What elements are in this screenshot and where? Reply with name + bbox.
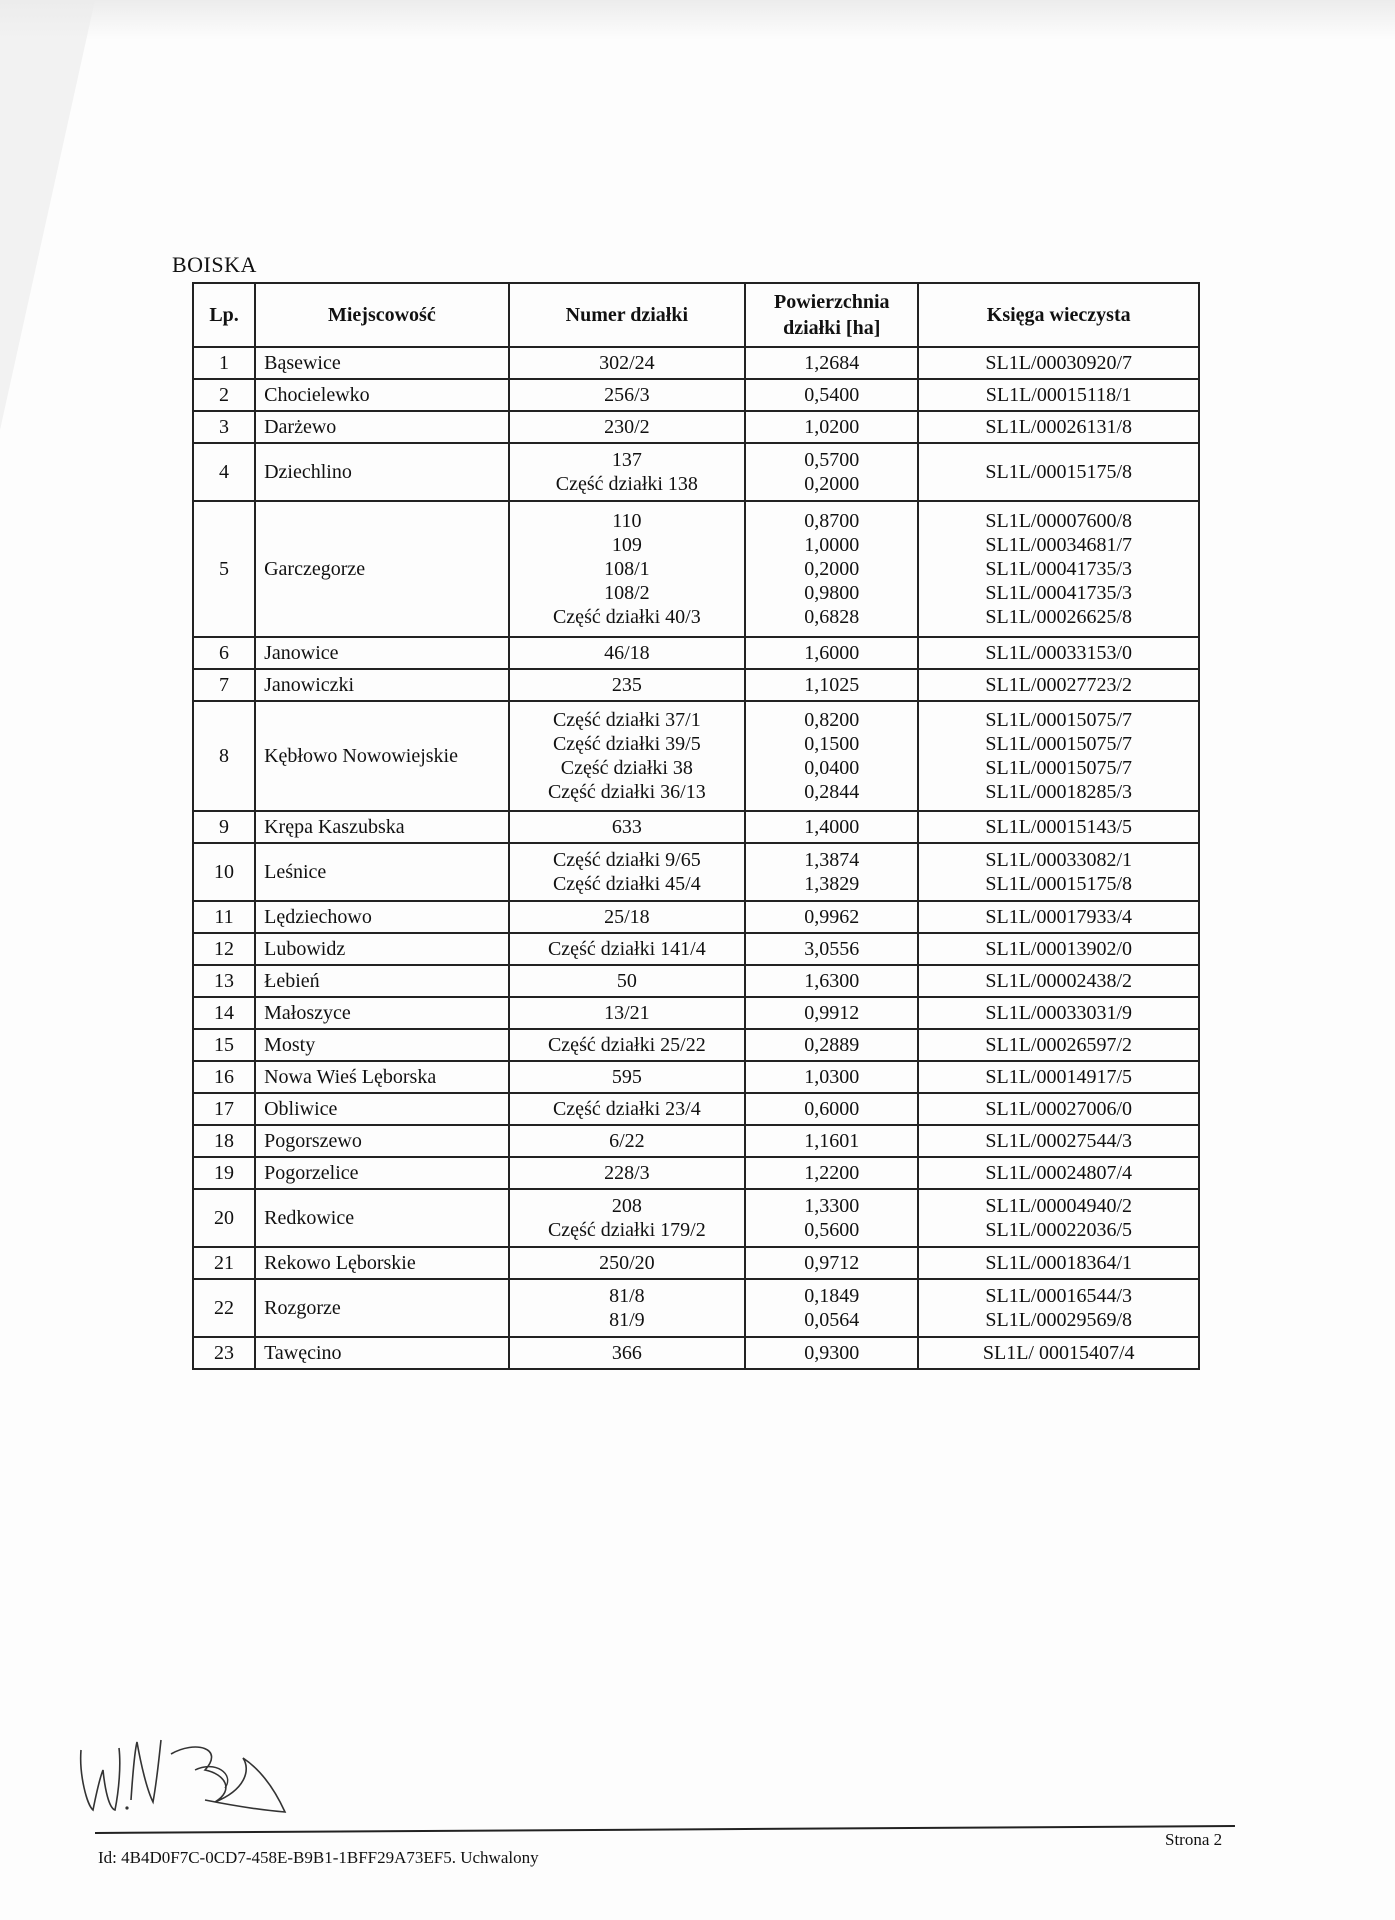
header-place: Miejscowość	[255, 283, 509, 347]
cell-plot-number-line: Część działki 40/3	[552, 606, 701, 628]
cell-area	[745, 1189, 918, 1247]
cell-plot-number	[509, 443, 745, 501]
cell-place: Darżewo	[255, 411, 509, 443]
cell-place: Janowice	[255, 637, 509, 669]
cell-land-register-line: SL1L/00033082/1	[985, 849, 1133, 871]
cell-land-register	[918, 997, 1199, 1029]
cell-plot-number-line: 110	[612, 510, 642, 532]
cell-land-register-line: SL1L/00015075/7	[985, 757, 1133, 779]
cell-lp: 8	[193, 701, 255, 811]
cell-plot-number-line: 50	[616, 970, 637, 992]
cell-plot-number	[509, 669, 745, 701]
cell-land-register-line: SL1L/00034681/7	[985, 534, 1133, 556]
cell-area-line: 1,6000	[804, 642, 860, 664]
cell-plot-number-line: 633	[611, 816, 642, 838]
cell-area-line: 1,3829	[804, 873, 860, 895]
cell-area-line: 1,4000	[804, 816, 860, 838]
cell-plot-number-line: 6/22	[609, 1130, 645, 1152]
table-row	[193, 933, 1199, 965]
cell-place: Obliwice	[255, 1093, 509, 1125]
cell-land-register-line: SL1L/00004940/2	[985, 1195, 1133, 1217]
cell-land-register	[918, 411, 1199, 443]
cell-area	[745, 701, 918, 811]
cell-land-register	[918, 347, 1199, 379]
cell-place: Mosty	[255, 1029, 509, 1061]
cell-area	[745, 1125, 918, 1157]
cell-plot-number	[509, 997, 745, 1029]
table-row	[193, 347, 1199, 379]
cell-plot-number-line: Część działki 141/4	[547, 938, 706, 960]
cell-plot-number-line: 235	[611, 674, 642, 696]
cell-land-register-line: SL1L/00016544/3	[985, 1285, 1133, 1307]
cell-plot-number-line: Część działki 39/5	[552, 733, 701, 755]
cell-plot-number	[509, 843, 745, 901]
cell-plot-number-line: 81/9	[609, 1309, 645, 1331]
cell-area-line: 0,9962	[804, 906, 860, 928]
cell-plot-number	[509, 1125, 745, 1157]
plots-table	[192, 282, 1200, 1370]
table-row	[193, 701, 1199, 811]
cell-land-register-line: SL1L/00013902/0	[985, 938, 1133, 960]
cell-land-register	[918, 669, 1199, 701]
cell-plot-number-line: Część działki 25/22	[547, 1034, 706, 1056]
cell-place: Kębłowo Nowowiejskie	[255, 701, 509, 811]
cell-place: Dziechlino	[255, 443, 509, 501]
cell-plot-number-line: 108/1	[604, 558, 650, 580]
cell-land-register-line: SL1L/00015143/5	[985, 816, 1133, 838]
cell-place: Łebień	[255, 965, 509, 997]
cell-place: Redkowice	[255, 1189, 509, 1247]
cell-area-line: 1,0000	[804, 534, 860, 556]
cell-plot-number	[509, 1029, 745, 1061]
cell-plot-number-line: Część działki 38	[560, 757, 693, 779]
cell-plot-number-line: 595	[611, 1066, 642, 1088]
cell-plot-number	[509, 1279, 745, 1337]
cell-area	[745, 669, 918, 701]
cell-plot-number	[509, 901, 745, 933]
cell-plot-number-line: 302/24	[599, 352, 655, 374]
cell-land-register-line: SL1L/00015075/7	[985, 733, 1133, 755]
cell-land-register	[918, 701, 1199, 811]
cell-lp: 3	[193, 411, 255, 443]
table-row	[193, 443, 1199, 501]
cell-plot-number-line: 25/18	[604, 906, 650, 928]
cell-plot-number-line: 137	[611, 449, 642, 471]
cell-area-line: 1,3300	[804, 1195, 860, 1217]
cell-area-line: 0,5700	[804, 449, 860, 471]
cell-area-line: 0,8200	[804, 709, 860, 731]
cell-plot-number	[509, 411, 745, 443]
cell-plot-number	[509, 811, 745, 843]
cell-plot-number-line: Część działki 37/1	[552, 709, 701, 731]
cell-area-line: 1,3874	[804, 849, 860, 871]
cell-area-line: 1,2200	[804, 1162, 860, 1184]
section-title: BOISKA	[172, 252, 257, 277]
scan-shadow	[0, 0, 1395, 40]
cell-land-register-line: SL1L/00041735/3	[985, 582, 1133, 604]
cell-place: Bąsewice	[255, 347, 509, 379]
cell-plot-number	[509, 1247, 745, 1279]
cell-area-line: 1,6300	[804, 970, 860, 992]
cell-land-register-line: SL1L/00033153/0	[985, 642, 1133, 664]
cell-area-line: 0,5600	[804, 1219, 860, 1241]
cell-lp: 13	[193, 965, 255, 997]
cell-area	[745, 933, 918, 965]
cell-area-line: 1,2684	[804, 352, 860, 374]
table-row	[193, 1247, 1199, 1279]
cell-area-line: 0,9712	[804, 1252, 860, 1274]
cell-plot-number	[509, 637, 745, 669]
cell-place: Chocielewko	[255, 379, 509, 411]
cell-land-register-line: SL1L/00015075/7	[985, 709, 1133, 731]
table-row	[193, 1125, 1199, 1157]
cell-plot-number	[509, 347, 745, 379]
cell-plot-number-line: 230/2	[604, 416, 650, 438]
cell-area-line: 0,2844	[804, 781, 860, 803]
cell-area	[745, 501, 918, 637]
cell-lp: 23	[193, 1337, 255, 1369]
cell-land-register-line: SL1L/00018364/1	[985, 1252, 1133, 1274]
cell-plot-number	[509, 965, 745, 997]
header-lp: Lp.	[193, 283, 255, 347]
cell-area	[745, 347, 918, 379]
cell-land-register	[918, 1061, 1199, 1093]
cell-land-register-line: SL1L/00007600/8	[985, 510, 1133, 532]
table-header-row	[193, 283, 1199, 347]
cell-land-register-line: SL1L/00018285/3	[985, 781, 1133, 803]
cell-lp: 1	[193, 347, 255, 379]
cell-land-register	[918, 1337, 1199, 1369]
cell-place: Garczegorze	[255, 501, 509, 637]
cell-land-register	[918, 501, 1199, 637]
cell-plot-number-line: 228/3	[604, 1162, 650, 1184]
cell-plot-number-line: Część działki 179/2	[547, 1219, 706, 1241]
cell-area-line: 0,9300	[804, 1342, 860, 1364]
cell-area-line: 0,8700	[804, 510, 860, 532]
cell-lp: 11	[193, 901, 255, 933]
cell-plot-number-line: Część działki 23/4	[552, 1098, 701, 1120]
cell-land-register-line: SL1L/00033031/9	[985, 1002, 1133, 1024]
cell-plot-number-line: 46/18	[604, 642, 650, 664]
cell-land-register-line: SL1L/00015175/8	[985, 461, 1133, 483]
cell-lp: 16	[193, 1061, 255, 1093]
cell-plot-number	[509, 379, 745, 411]
cell-land-register	[918, 1279, 1199, 1337]
table-row	[193, 1061, 1199, 1093]
table-row	[193, 843, 1199, 901]
cell-area	[745, 1279, 918, 1337]
cell-lp: 14	[193, 997, 255, 1029]
cell-place: Małoszyce	[255, 997, 509, 1029]
table-row	[193, 379, 1199, 411]
cell-plot-number-line: Część działki 9/65	[552, 849, 701, 871]
cell-plot-number	[509, 1093, 745, 1125]
cell-area-line: 0,0564	[804, 1309, 860, 1331]
cell-lp: 12	[193, 933, 255, 965]
cell-plot-number-line: 366	[611, 1342, 642, 1364]
cell-plot-number-line: Część działki 138	[555, 473, 698, 495]
page-corner-fold	[0, 0, 95, 430]
cell-lp: 2	[193, 379, 255, 411]
cell-area	[745, 1029, 918, 1061]
cell-lp: 19	[193, 1157, 255, 1189]
cell-lp: 6	[193, 637, 255, 669]
cell-area-line: 0,1849	[804, 1285, 860, 1307]
cell-plot-number-line: 81/8	[609, 1285, 645, 1307]
cell-area-line: 0,5400	[804, 384, 860, 406]
cell-land-register-line: SL1L/00026625/8	[985, 606, 1133, 628]
cell-land-register-line: SL1L/00030920/7	[985, 352, 1133, 374]
cell-area-line: 0,9800	[804, 582, 860, 604]
cell-land-register	[918, 637, 1199, 669]
cell-area-line: 0,2000	[804, 473, 860, 495]
cell-plot-number-line: 208	[611, 1195, 642, 1217]
cell-area	[745, 443, 918, 501]
cell-area-line: 0,0400	[804, 757, 860, 779]
header-land-register: Księga wieczysta	[918, 283, 1199, 347]
cell-area	[745, 997, 918, 1029]
cell-land-register-line: SL1L/00026597/2	[985, 1034, 1133, 1056]
table-row	[193, 501, 1199, 637]
cell-place: Nowa Wieś Lęborska	[255, 1061, 509, 1093]
cell-area	[745, 1093, 918, 1125]
cell-area	[745, 379, 918, 411]
table-row	[193, 1189, 1199, 1247]
cell-area-line: 1,0300	[804, 1066, 860, 1088]
cell-place: Leśnice	[255, 843, 509, 901]
cell-land-register	[918, 1247, 1199, 1279]
cell-plot-number-line: 13/21	[604, 1002, 650, 1024]
cell-land-register	[918, 379, 1199, 411]
cell-land-register-line: SL1L/00027006/0	[985, 1098, 1133, 1120]
cell-lp: 17	[193, 1093, 255, 1125]
cell-lp: 21	[193, 1247, 255, 1279]
cell-land-register	[918, 1125, 1199, 1157]
cell-place: Lędziechowo	[255, 901, 509, 933]
cell-place: Pogorzelice	[255, 1157, 509, 1189]
cell-land-register-line: SL1L/00041735/3	[985, 558, 1133, 580]
cell-plot-number	[509, 1061, 745, 1093]
header-area-line1: Powierzchnia	[773, 291, 890, 313]
cell-plot-number	[509, 1189, 745, 1247]
cell-plot-number-line: Część działki 45/4	[552, 873, 701, 895]
cell-lp: 9	[193, 811, 255, 843]
table-row	[193, 811, 1199, 843]
cell-area-line: 0,9912	[804, 1002, 860, 1024]
cell-plot-number-line: Część działki 36/13	[547, 781, 706, 803]
cell-area-line: 3,0556	[804, 938, 860, 960]
cell-land-register-line: SL1L/00017933/4	[985, 906, 1133, 928]
cell-land-register	[918, 1093, 1199, 1125]
table-row	[193, 1029, 1199, 1061]
cell-area-line: 1,1601	[804, 1130, 860, 1152]
cell-place: Lubowidz	[255, 933, 509, 965]
cell-plot-number-line: 256/3	[604, 384, 650, 406]
cell-area-line: 0,6000	[804, 1098, 860, 1120]
cell-land-register	[918, 901, 1199, 933]
header-plot-number: Numer działki	[509, 283, 745, 347]
cell-lp: 18	[193, 1125, 255, 1157]
cell-area	[745, 411, 918, 443]
cell-area-line: 0,2000	[804, 558, 860, 580]
cell-place: Tawęcino	[255, 1337, 509, 1369]
cell-land-register	[918, 933, 1199, 965]
cell-land-register-line: SL1L/00027723/2	[985, 674, 1133, 696]
header-area	[745, 283, 918, 347]
table-row	[193, 411, 1199, 443]
cell-land-register-line: SL1L/00027544/3	[985, 1130, 1133, 1152]
cell-land-register-line: SL1L/ 00015407/4	[982, 1342, 1135, 1364]
cell-land-register	[918, 1029, 1199, 1061]
cell-area-line: 0,2889	[804, 1034, 860, 1056]
table-row	[193, 1337, 1199, 1369]
handwritten-signature	[75, 1730, 295, 1830]
cell-area	[745, 1337, 918, 1369]
cell-land-register	[918, 1189, 1199, 1247]
cell-place: Rekowo Lęborskie	[255, 1247, 509, 1279]
cell-area	[745, 965, 918, 997]
table-row	[193, 1157, 1199, 1189]
cell-lp: 20	[193, 1189, 255, 1247]
cell-area	[745, 843, 918, 901]
cell-land-register-line: SL1L/00014917/5	[985, 1066, 1133, 1088]
cell-area	[745, 811, 918, 843]
header-area-line2: działki [ha]	[783, 317, 881, 339]
cell-place: Janowiczki	[255, 669, 509, 701]
cell-land-register-line: SL1L/00024807/4	[985, 1162, 1133, 1184]
table-row	[193, 1093, 1199, 1125]
cell-land-register	[918, 843, 1199, 901]
cell-land-register-line: SL1L/00002438/2	[985, 970, 1133, 992]
cell-area-line: 0,1500	[804, 733, 860, 755]
cell-land-register	[918, 965, 1199, 997]
footer-document-id: Id: 4B4D0F7C-0CD7-458E-B9B1-1BFF29A73EF5. Uchwalony	[98, 1848, 539, 1867]
cell-plot-number	[509, 1157, 745, 1189]
cell-area	[745, 1247, 918, 1279]
cell-land-register-line: SL1L/00026131/8	[985, 416, 1133, 438]
cell-area	[745, 901, 918, 933]
table-body	[193, 347, 1199, 1369]
cell-lp: 5	[193, 501, 255, 637]
cell-area	[745, 637, 918, 669]
cell-lp: 4	[193, 443, 255, 501]
cell-place: Rozgorze	[255, 1279, 509, 1337]
cell-place: Pogorszewo	[255, 1125, 509, 1157]
table-row	[193, 1279, 1199, 1337]
cell-land-register-line: SL1L/00029569/8	[985, 1309, 1133, 1331]
cell-area	[745, 1061, 918, 1093]
table-row	[193, 965, 1199, 997]
cell-lp: 22	[193, 1279, 255, 1337]
cell-land-register-line: SL1L/00015118/1	[985, 384, 1132, 406]
cell-plot-number	[509, 501, 745, 637]
cell-plot-number-line: 109	[611, 534, 642, 556]
table-row	[193, 637, 1199, 669]
cell-area-line: 1,1025	[804, 674, 860, 696]
cell-place: Krępa Kaszubska	[255, 811, 509, 843]
cell-plot-number	[509, 1337, 745, 1369]
cell-plot-number-line: 250/20	[599, 1252, 655, 1274]
cell-land-register	[918, 443, 1199, 501]
table-row	[193, 669, 1199, 701]
footer-page-number: Strona 2	[1165, 1830, 1223, 1849]
cell-plot-number-line: 108/2	[604, 582, 650, 604]
cell-area-line: 1,0200	[804, 416, 860, 438]
cell-area-line: 0,6828	[804, 606, 860, 628]
cell-plot-number	[509, 933, 745, 965]
cell-plot-number	[509, 701, 745, 811]
cell-land-register	[918, 811, 1199, 843]
cell-area	[745, 1157, 918, 1189]
cell-lp: 7	[193, 669, 255, 701]
cell-lp: 10	[193, 843, 255, 901]
cell-land-register-line: SL1L/00022036/5	[985, 1219, 1133, 1241]
cell-lp: 15	[193, 1029, 255, 1061]
table-row	[193, 997, 1199, 1029]
cell-land-register	[918, 1157, 1199, 1189]
table-row	[193, 901, 1199, 933]
cell-land-register-line: SL1L/00015175/8	[985, 873, 1133, 895]
